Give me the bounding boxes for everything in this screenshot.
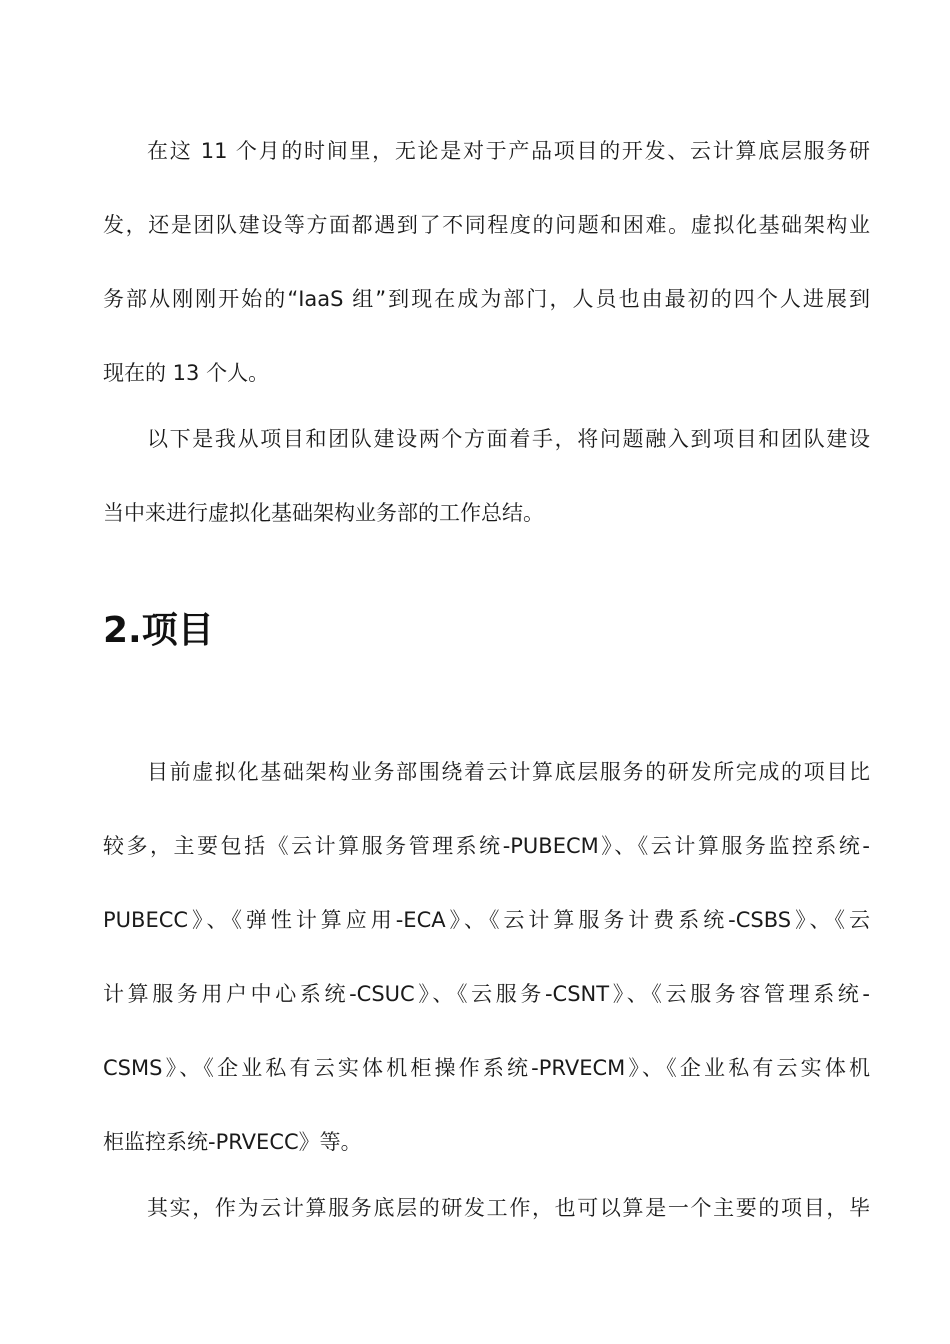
- text-line: 较多，主要包括《云计算服务管理系统-PUBECM》、《云计算服务监控系统-: [103, 834, 870, 858]
- text-line: 其实，作为云计算服务底层的研发工作，也可以算是一个主要的项目，毕: [147, 1196, 870, 1220]
- text-line: 计算服务用户中心系统-CSUC》、《云服务-CSNT》、《云服务容管理系统-: [103, 982, 870, 1006]
- text-line: 以下是我从项目和团队建设两个方面着手，将问题融入到项目和团队建设: [147, 427, 870, 451]
- text-line: 务部从刚刚开始的“IaaS 组”到现在成为部门，人员也由最初的四个人进展到: [103, 287, 870, 311]
- text-line: 在这 11 个月的时间里，无论是对于产品项目的开发、云计算底层服务研: [147, 139, 870, 163]
- text-line: 发，还是团队建设等方面都遇到了不同程度的问题和困难。虚拟化基础架构业: [103, 213, 870, 237]
- text-line: CSMS》、《企业私有云实体机柜操作系统-PRVECM》、《企业私有云实体机: [103, 1056, 870, 1080]
- text-line: 现在的 13 个人。: [103, 361, 270, 385]
- text-line: PUBECC》、《弹性计算应用-ECA》、《云计算服务计费系统-CSBS》、《云: [103, 908, 870, 932]
- text-line: 当中来进行虚拟化基础架构业务部的工作总结。: [103, 501, 544, 525]
- section-heading: 2.项目: [103, 610, 214, 651]
- text-line: 目前虚拟化基础架构业务部围绕着云计算底层服务的研发所完成的项目比: [147, 760, 870, 784]
- text-line: 柜监控系统-PRVECC》等。: [103, 1130, 362, 1154]
